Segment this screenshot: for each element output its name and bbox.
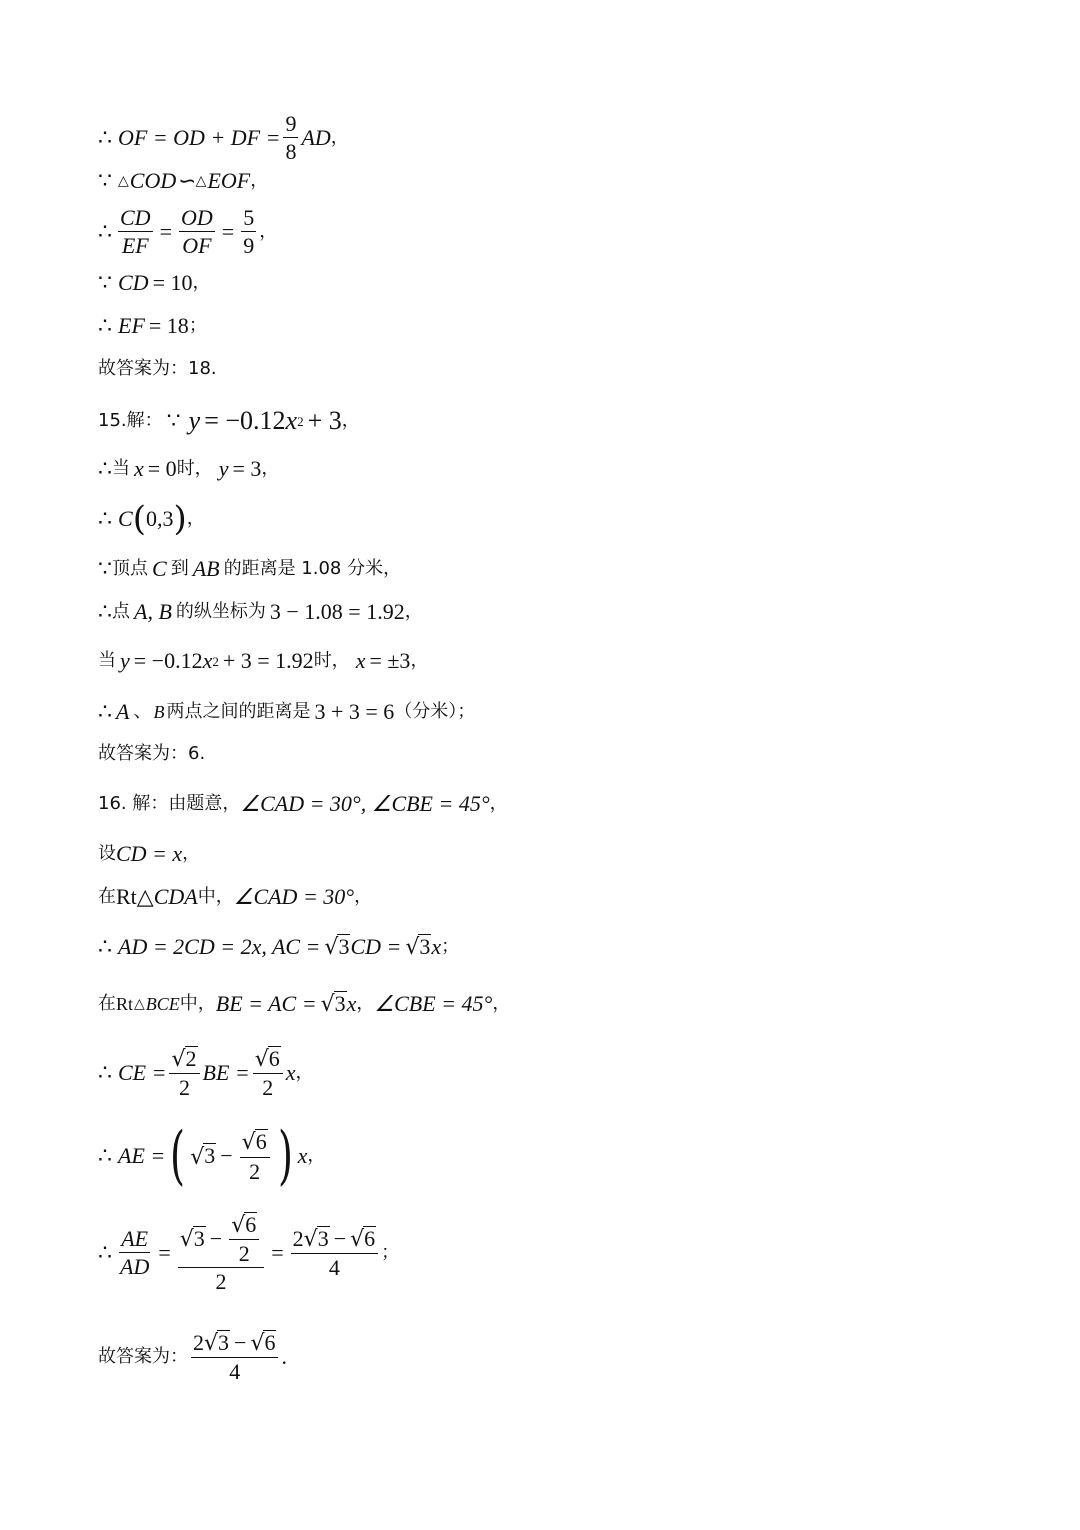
punctuation: ； xyxy=(381,1241,400,1263)
sqrt xyxy=(255,1046,281,1071)
math-text: BE = xyxy=(202,1059,250,1085)
math-text: y xyxy=(188,406,201,435)
punctuation: ， xyxy=(410,650,429,671)
line-rt-bce xyxy=(98,991,510,1016)
therefore-symbol: ∴ xyxy=(98,1239,112,1265)
sqrt xyxy=(242,1129,268,1154)
triangle-icon: △ xyxy=(136,884,154,909)
punctuation: ， xyxy=(182,843,201,864)
math-text: A xyxy=(116,699,130,724)
fraction xyxy=(191,1330,278,1383)
radicand: 3 xyxy=(204,1143,216,1169)
radical-sign: √ xyxy=(179,1227,194,1253)
radical-sign: √ xyxy=(320,992,335,1018)
math-text: = −0.12 xyxy=(133,648,203,673)
line-ce xyxy=(98,1046,314,1099)
equals: = xyxy=(159,218,172,244)
radicand: 3 xyxy=(419,934,431,959)
numerator: 9 xyxy=(283,112,298,138)
math-text: B xyxy=(153,702,165,722)
triangle-icon: △ xyxy=(195,173,207,189)
q15-header xyxy=(98,408,360,434)
radicand: 6 xyxy=(264,1330,276,1355)
radicand: 3 xyxy=(218,1330,230,1355)
punctuation: ， xyxy=(492,992,511,1014)
text: 顶点 xyxy=(112,558,148,579)
math-text: CD xyxy=(118,270,149,295)
complex-fraction xyxy=(178,1212,264,1293)
radicand: 3 xyxy=(193,1226,205,1252)
punctuation: ， xyxy=(250,170,269,191)
math-text: x xyxy=(202,648,213,673)
radical-sign: √ xyxy=(350,1227,365,1253)
fraction xyxy=(241,206,256,257)
sqrt xyxy=(171,1046,197,1071)
punctuation: ， xyxy=(295,1061,314,1083)
text: （分米）； xyxy=(394,701,476,722)
fraction xyxy=(253,1046,283,1099)
punctuation: ， xyxy=(341,410,360,431)
math-text: 3 + 3 = 6 xyxy=(314,699,395,724)
radicand: 6 xyxy=(245,1212,257,1237)
math-text: COD∽ xyxy=(129,168,195,193)
numerator: OD xyxy=(179,206,215,232)
math-text: Rt xyxy=(116,884,137,909)
text: 两点之间的距离是 xyxy=(166,701,311,722)
therefore-symbol: ∴ xyxy=(98,456,112,481)
math-text: x xyxy=(431,933,442,959)
math-text: A, B xyxy=(134,599,172,624)
fraction xyxy=(283,112,298,163)
triangle-icon: △ xyxy=(134,995,145,1012)
line-of-eq xyxy=(98,112,349,163)
math-text: 3 − 1.08 = 1.92 xyxy=(269,599,405,624)
therefore-symbol: ∴ xyxy=(98,1143,112,1168)
math-text: EF xyxy=(118,313,145,338)
minus: − xyxy=(234,1330,247,1356)
math-text: AD xyxy=(301,124,331,150)
math-text: CD = x xyxy=(116,841,183,866)
text: 、 xyxy=(133,701,152,722)
math-text: C xyxy=(118,506,133,531)
line-let-cd xyxy=(98,843,200,865)
denominator: 4 xyxy=(328,1255,340,1281)
therefore-symbol: ∴ xyxy=(98,699,112,724)
sqrt xyxy=(321,991,347,1016)
math-text: AE = xyxy=(118,1143,166,1168)
math-text: x xyxy=(346,990,357,1016)
math-text: = 3 xyxy=(232,456,262,481)
denominator: OF xyxy=(182,233,212,259)
radical-sign: √ xyxy=(241,1130,256,1156)
math-text: x xyxy=(285,406,298,435)
math-text: x xyxy=(355,648,366,673)
radical-sign: √ xyxy=(250,1331,265,1357)
math-text: x xyxy=(297,1143,308,1168)
radical-sign: √ xyxy=(231,1213,246,1239)
math-text: EOF xyxy=(207,168,251,193)
text: 时， xyxy=(313,650,350,671)
fraction xyxy=(291,1226,378,1279)
text: 当 xyxy=(98,650,116,671)
minus: − xyxy=(333,1226,347,1252)
paren-right: ) xyxy=(277,1119,293,1193)
line-similar xyxy=(98,170,268,192)
minus: − xyxy=(209,1226,223,1252)
question-label: 15.解： xyxy=(98,410,163,431)
sqrt xyxy=(250,1330,276,1355)
line-ratio xyxy=(98,206,277,257)
fraction xyxy=(118,206,153,257)
math-text: y xyxy=(218,456,229,481)
line-point-c xyxy=(98,499,205,539)
fraction xyxy=(179,206,215,257)
denominator: 2 xyxy=(238,1241,250,1267)
line-ab-distance xyxy=(98,701,475,723)
text: 故答案为： xyxy=(98,1345,188,1367)
sqrt xyxy=(231,1212,257,1237)
therefore-symbol: ∴ xyxy=(98,218,112,244)
punctuation: ， xyxy=(259,220,278,242)
text: 在 xyxy=(98,992,116,1014)
numerator xyxy=(191,1330,278,1358)
radical-sign: √ xyxy=(171,1047,186,1073)
sqrt xyxy=(405,934,431,959)
text: 当 xyxy=(112,458,130,479)
equals: = xyxy=(271,1239,284,1265)
equals: = xyxy=(158,1239,171,1265)
radicand: 6 xyxy=(268,1046,280,1071)
sqrt xyxy=(180,1226,206,1251)
numerator xyxy=(178,1212,264,1268)
math-text: = ±3 xyxy=(369,648,411,673)
radical-sign: √ xyxy=(303,1227,318,1253)
radicand: 2 xyxy=(185,1046,197,1071)
numerator: AE xyxy=(119,1227,150,1253)
punctuation: ； xyxy=(188,315,207,336)
exponent: 2 xyxy=(212,653,219,669)
line-when-x0 xyxy=(98,458,279,480)
answer-16 xyxy=(98,1330,287,1383)
line-ratio-ae-ad xyxy=(98,1212,399,1293)
punctuation: ， xyxy=(489,793,508,814)
denominator: 2 xyxy=(262,1075,274,1101)
radical-sign: √ xyxy=(254,1047,269,1073)
punctuation: ， xyxy=(354,886,373,907)
text: 设 xyxy=(98,843,116,864)
line-distance xyxy=(98,558,401,580)
answer-14: 故答案为：18. xyxy=(98,358,217,379)
text: 的纵坐标为 xyxy=(175,601,266,622)
q16-header xyxy=(98,793,508,815)
punctuation: ， xyxy=(192,272,211,293)
therefore-symbol: ∴ xyxy=(98,933,112,959)
because-symbol: ∵ xyxy=(98,270,112,295)
sqrt xyxy=(304,1226,330,1251)
denominator: 9 xyxy=(243,233,255,259)
text: 点 xyxy=(112,601,130,622)
radical-sign: √ xyxy=(405,935,420,961)
text: 在 xyxy=(98,886,116,907)
therefore-symbol: ∴ xyxy=(98,313,112,338)
fraction xyxy=(118,1227,151,1278)
punctuation: ； xyxy=(441,935,460,957)
radical-sign: √ xyxy=(204,1331,219,1357)
radicand: 3 xyxy=(338,934,350,959)
fraction xyxy=(229,1212,259,1265)
numerator xyxy=(291,1226,378,1254)
denominator: 4 xyxy=(229,1359,241,1385)
because-symbol: ∵ xyxy=(98,168,112,193)
fraction xyxy=(169,1046,199,1099)
line-ef xyxy=(98,315,207,337)
line-cd xyxy=(98,272,210,294)
denominator: 8 xyxy=(285,139,297,165)
therefore-symbol: ∴ xyxy=(98,1059,112,1085)
punctuation: ， xyxy=(356,992,375,1014)
line-ae xyxy=(98,1119,326,1193)
coefficient: 2 xyxy=(292,1226,304,1252)
therefore-symbol: ∴ xyxy=(98,124,112,150)
sqrt xyxy=(350,1226,376,1251)
radical-sign: √ xyxy=(190,1144,205,1170)
radicand: 3 xyxy=(334,991,346,1016)
text: 中， xyxy=(197,886,234,907)
denominator: EF xyxy=(121,233,149,259)
math-text: ∠CBE = 45° xyxy=(374,990,493,1016)
line-solve-x xyxy=(98,650,428,672)
text: 中， xyxy=(179,992,216,1014)
math-text: AB xyxy=(192,556,220,581)
math-text: + 3 = 1.92 xyxy=(222,648,314,673)
text: 时， xyxy=(176,458,213,479)
math-text: CD = xyxy=(350,933,402,959)
coefficient: 2 xyxy=(193,1330,204,1356)
question-label: 16. 解：由题意， xyxy=(98,793,241,814)
numerator xyxy=(240,1129,270,1157)
triangle-icon: △ xyxy=(118,173,129,189)
math-text: CE = xyxy=(118,1059,167,1085)
text: 到 xyxy=(170,558,189,579)
sqrt xyxy=(204,1330,230,1355)
paren-left: ( xyxy=(132,499,146,539)
math-value: = 18 xyxy=(148,313,189,338)
equals: = xyxy=(221,218,235,244)
radicand: 6 xyxy=(255,1129,267,1155)
math-text: = −0.12 xyxy=(204,406,286,435)
radicand: 6 xyxy=(364,1226,376,1252)
sqrt xyxy=(324,934,350,959)
because-symbol: ∵ xyxy=(98,556,112,581)
text: 的距离是 1.08 分米， xyxy=(223,558,402,579)
math-text: CDA xyxy=(153,884,198,909)
punctuation: ， xyxy=(307,1145,326,1166)
math-text: OF = OD + DF = xyxy=(118,124,281,150)
punctuation: . xyxy=(281,1343,287,1369)
numerator xyxy=(229,1212,259,1240)
math-text: 0,3 xyxy=(145,506,174,531)
punctuation: ， xyxy=(261,458,280,479)
line-ordinate xyxy=(98,601,423,623)
line-ad-ac xyxy=(98,934,459,959)
math-text: = 0 xyxy=(147,456,177,481)
denominator: 2 xyxy=(178,1075,190,1101)
punctuation: ， xyxy=(186,508,205,529)
sqrt xyxy=(190,1143,216,1168)
math-text: + 3 xyxy=(307,406,342,435)
minus: − xyxy=(220,1143,233,1168)
paren-right: ) xyxy=(173,499,187,539)
because-symbol: ∵ xyxy=(166,408,181,433)
math-text: BE = AC = xyxy=(215,990,317,1016)
denominator: 2 xyxy=(215,1269,227,1295)
math-text: ∠CAD = 30° xyxy=(233,884,355,909)
math-text: Rt xyxy=(116,993,134,1014)
paren-left: ( xyxy=(170,1119,186,1193)
math-text: AD = 2CD = 2x, AC = xyxy=(118,933,321,959)
numerator: CD xyxy=(118,206,153,232)
math-text: x xyxy=(134,456,144,481)
math-text: y xyxy=(120,648,130,673)
answer-15: 故答案为：6. xyxy=(98,743,206,764)
punctuation: ， xyxy=(330,126,349,148)
line-rt-cda xyxy=(98,886,372,908)
math-text: C xyxy=(152,556,167,581)
denominator: AD xyxy=(120,1254,150,1280)
exponent: 2 xyxy=(297,413,304,429)
denominator: 2 xyxy=(249,1158,261,1184)
math-text: ∠CAD = 30°, ∠CBE = 45° xyxy=(240,791,490,816)
radicand: 3 xyxy=(317,1226,329,1252)
therefore-symbol: ∴ xyxy=(98,599,112,624)
math-text: x xyxy=(285,1059,296,1085)
numerator xyxy=(169,1046,199,1074)
radical-sign: √ xyxy=(324,935,339,961)
math-text: BCE xyxy=(145,993,180,1014)
punctuation: ， xyxy=(404,601,423,622)
numerator: 5 xyxy=(241,206,256,232)
numerator xyxy=(253,1046,283,1074)
therefore-symbol: ∴ xyxy=(98,506,112,531)
fraction xyxy=(240,1129,270,1182)
math-value: = 10 xyxy=(152,270,193,295)
